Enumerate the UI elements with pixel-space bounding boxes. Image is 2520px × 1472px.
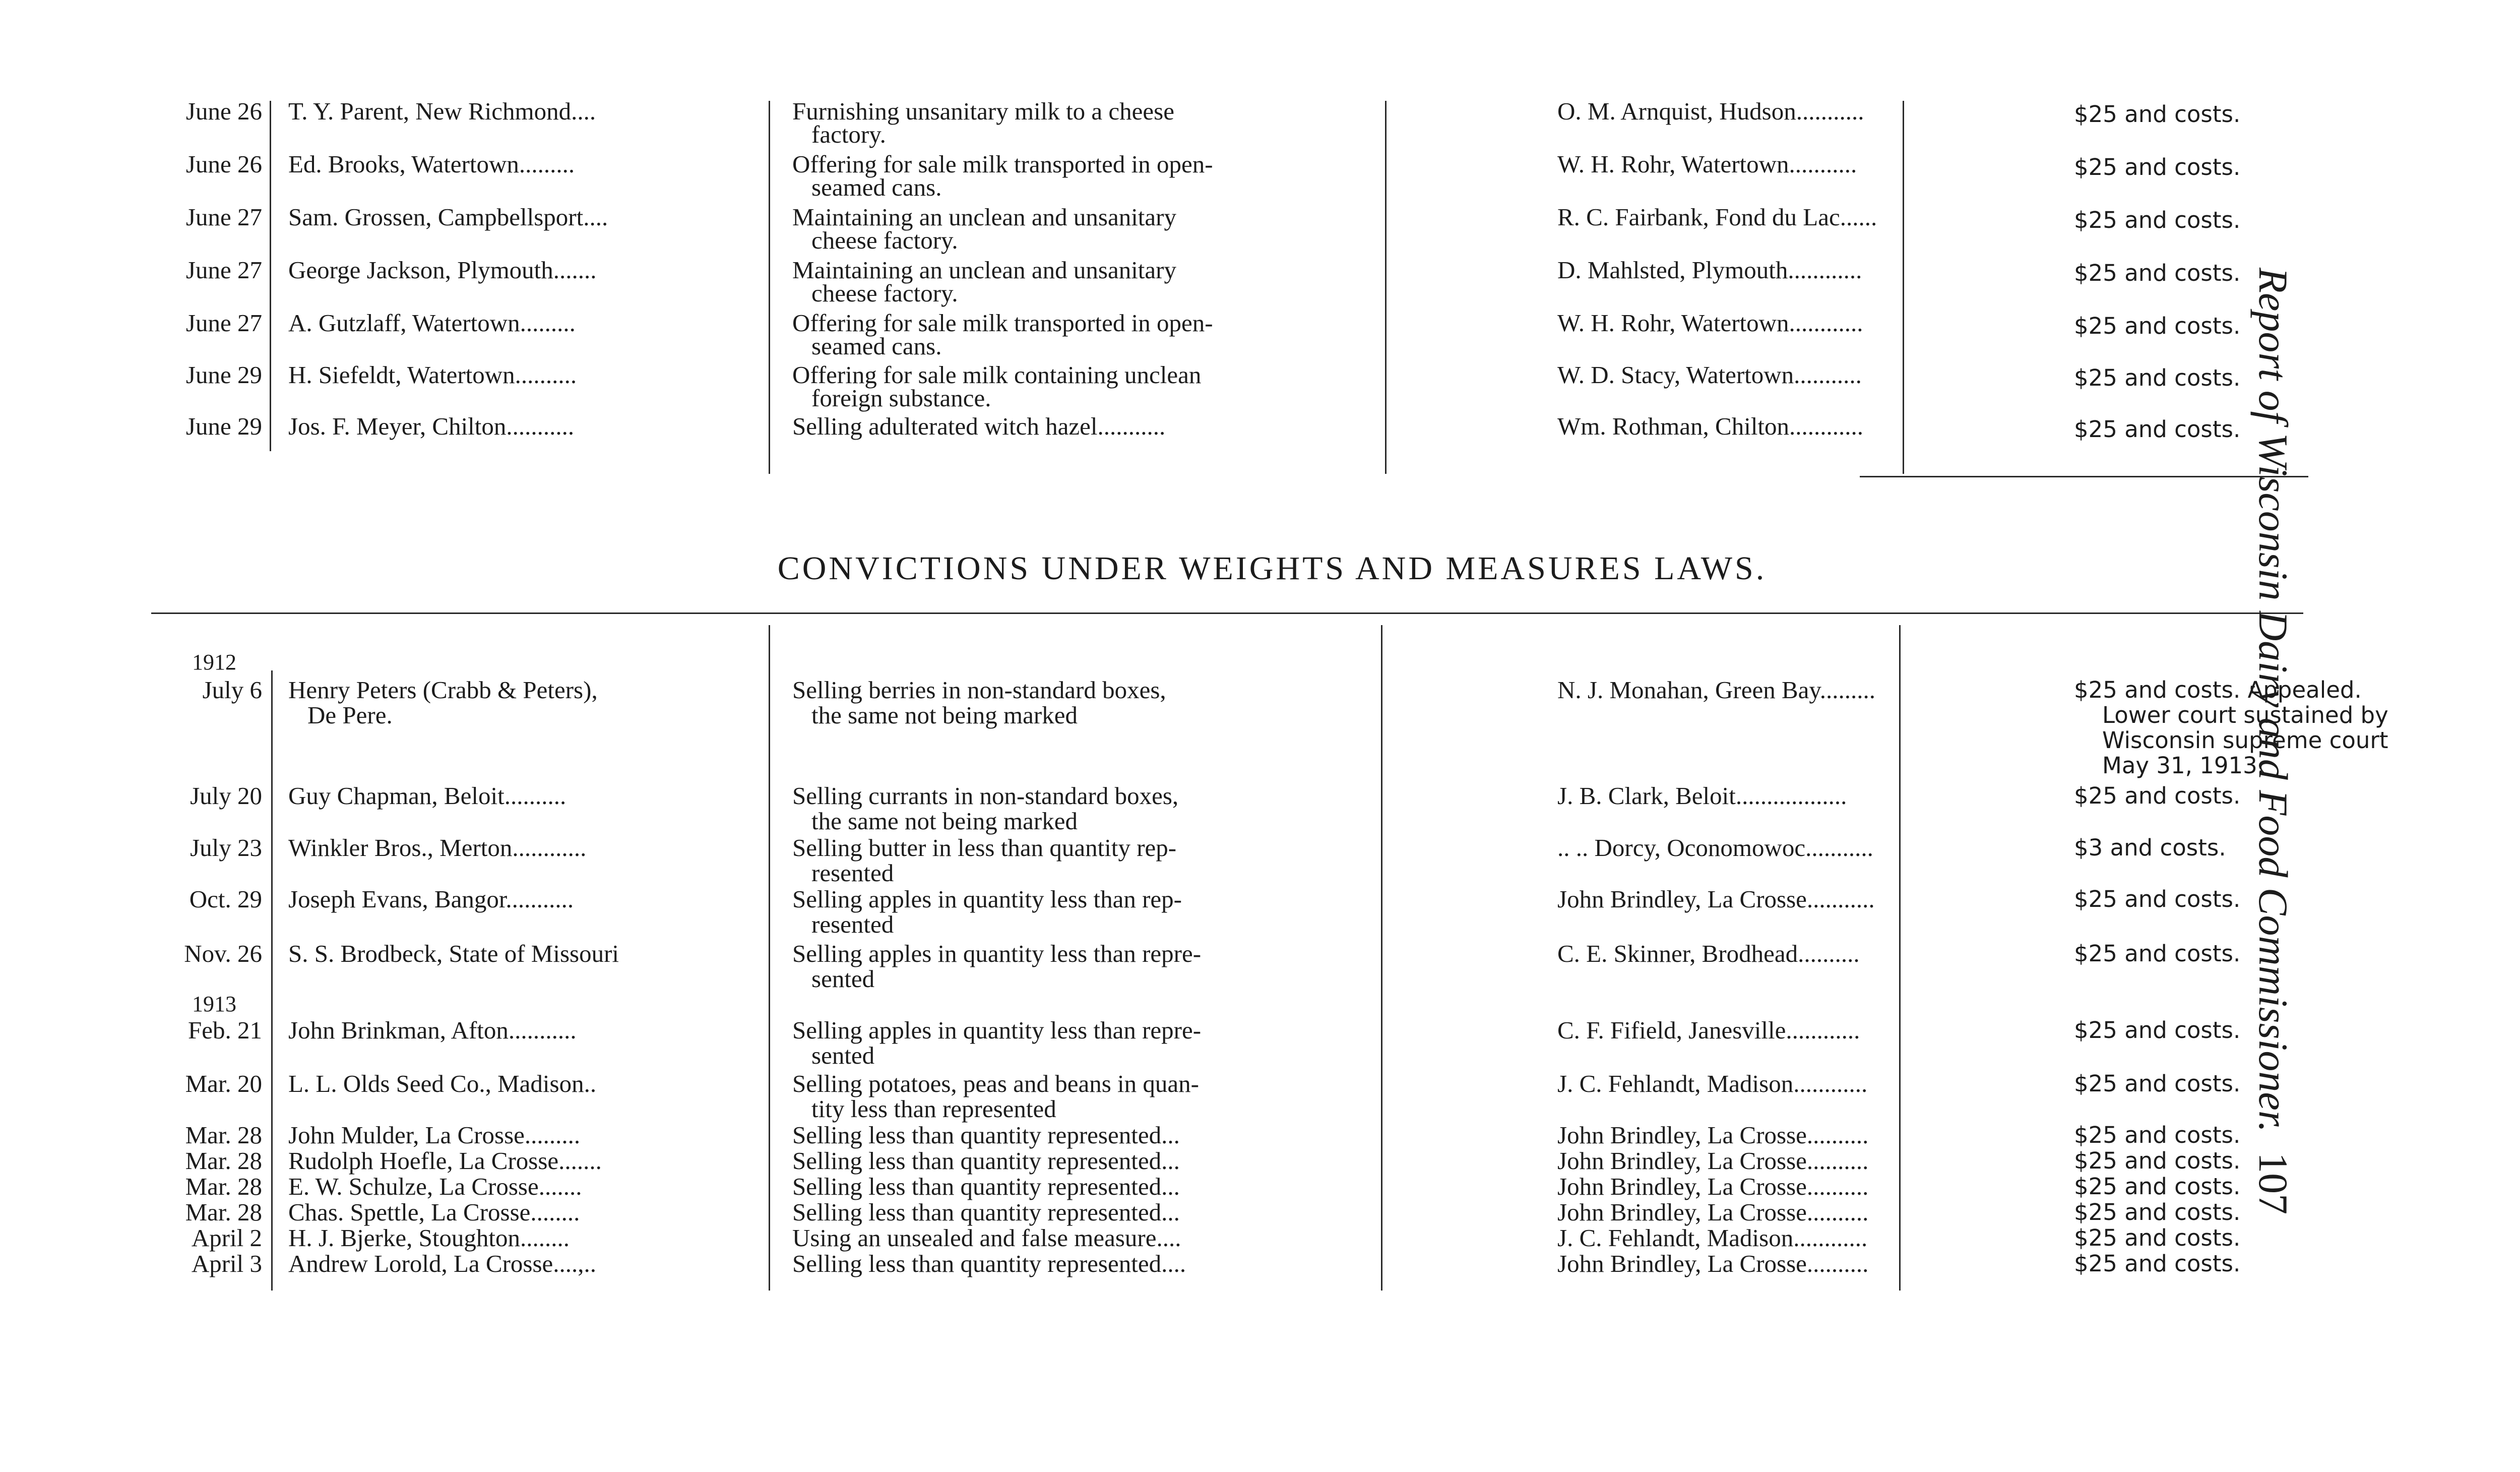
fine-cell: $25 and costs.: [2074, 416, 2241, 443]
date-cell: Mar. 28: [185, 1198, 262, 1226]
offense-cell: tity less than represented: [811, 1095, 1056, 1123]
complainant-cell: John Brindley, La Crosse..........: [1557, 1147, 1869, 1175]
defendant-cell: E. W. Schulze, La Crosse.......: [288, 1173, 582, 1200]
complainant-cell: .. .. Dorcy, Oconomowoc...........: [1557, 834, 1873, 862]
defendant-cell: Guy Chapman, Beloit..........: [288, 782, 566, 810]
defendant-cell: Ed. Brooks, Watertown.........: [288, 150, 575, 178]
offense-cell: seamed cans.: [811, 173, 942, 201]
offense-cell: Selling currants in non-standard boxes,: [792, 782, 1179, 810]
date-cell: June 27: [185, 203, 262, 231]
offense-cell: Maintaining an unclean and unsanitary: [792, 203, 1176, 231]
column-rule: [271, 670, 273, 1291]
defendant-cell: Andrew Lorold, La Crosse....,..: [288, 1250, 597, 1277]
offense-cell: Selling adulterated witch hazel...........: [792, 412, 1166, 440]
fine-cell: $25 and costs.: [2074, 1070, 2241, 1097]
offense-cell: resented: [811, 910, 894, 938]
offense-cell: resented: [811, 859, 894, 887]
column-rule: [270, 101, 271, 451]
date-cell: Nov. 26: [184, 940, 262, 967]
fine-cell: $25 and costs.: [2074, 154, 2241, 180]
fine-cell: Wisconsin supreme court: [2102, 727, 2388, 754]
fine-cell: $25 and costs.: [2074, 782, 2241, 809]
defendant-cell: George Jackson, Plymouth.......: [288, 256, 597, 284]
date-cell: Mar. 28: [185, 1173, 262, 1200]
complainant-cell: J. C. Fehlandt, Madison............: [1557, 1224, 1868, 1252]
defendant-cell: T. Y. Parent, New Richmond....: [288, 97, 596, 125]
year-label: 1912: [192, 650, 236, 674]
offense-cell: Selling less than quantity represented...: [792, 1198, 1180, 1226]
offense-cell: Using an unsealed and false measure....: [792, 1224, 1181, 1252]
fine-cell: $25 and costs.: [2074, 1250, 2241, 1277]
date-cell: April 2: [191, 1224, 262, 1252]
date-cell: June 29: [185, 361, 262, 389]
offense-cell: seamed cans.: [811, 332, 942, 360]
page-number: 107: [2250, 1152, 2296, 1215]
fine-cell: $25 and costs.: [2074, 207, 2241, 233]
column-rule: [769, 625, 770, 1291]
offense-cell: the same not being marked: [811, 807, 1078, 835]
date-cell: July 6: [202, 676, 262, 704]
fine-cell: $25 and costs.: [2074, 1122, 2241, 1148]
date-cell: Oct. 29: [189, 885, 262, 913]
offense-cell: Selling apples in quantity less than repre-: [792, 940, 1202, 967]
date-cell: June 27: [185, 256, 262, 284]
date-cell: June 26: [185, 97, 262, 125]
defendant-cell: Henry Peters (Crabb & Peters),: [288, 676, 598, 704]
offense-cell: Selling less than quantity represented...: [792, 1121, 1180, 1149]
complainant-cell: John Brindley, La Crosse...........: [1557, 885, 1875, 913]
offense-cell: factory.: [811, 120, 886, 148]
fine-cell: $25 and costs.: [2074, 1017, 2241, 1044]
defendant-cell: Joseph Evans, Bangor...........: [288, 885, 574, 913]
defendant-cell: Sam. Grossen, Campbellsport....: [288, 203, 608, 231]
fine-cell: $25 and costs.: [2074, 940, 2241, 967]
offense-cell: sented: [811, 965, 875, 993]
complainant-cell: O. M. Arnquist, Hudson...........: [1557, 97, 1864, 125]
fine-cell: $25 and costs.: [2074, 1173, 2241, 1200]
complainant-cell: C. F. Fifield, Janesville............: [1557, 1016, 1860, 1044]
fine-cell: $25 and costs.: [2074, 1224, 2241, 1251]
section-rule: [151, 612, 2303, 614]
complainant-cell: John Brindley, La Crosse..........: [1557, 1121, 1869, 1149]
column-rule: [1899, 625, 1901, 1291]
defendant-cell: Winkler Bros., Merton............: [288, 834, 587, 862]
column-rule: [1903, 101, 1904, 474]
section-title: CONVICTIONS UNDER WEIGHTS AND MEASURES LAWS.: [777, 550, 1767, 587]
defendant-cell: Jos. F. Meyer, Chilton...........: [288, 412, 575, 440]
offense-cell: Selling butter in less than quantity rep-: [792, 834, 1177, 862]
complainant-cell: W. H. Rohr, Watertown...........: [1557, 150, 1857, 178]
offense-cell: Offering for sale milk transported in open-: [792, 150, 1213, 178]
offense-cell: Selling less than quantity represented....: [792, 1250, 1186, 1277]
column-rule: [1381, 625, 1382, 1291]
year-label: 1913: [192, 992, 236, 1016]
defendant-cell: L. L. Olds Seed Co., Madison..: [288, 1070, 597, 1097]
date-cell: Mar. 28: [185, 1121, 262, 1149]
offense-cell: Selling berries in non-standard boxes,: [792, 676, 1166, 704]
offense-cell: Selling less than quantity represented...: [792, 1147, 1180, 1175]
defendant-cell: H. J. Bjerke, Stoughton........: [288, 1224, 570, 1252]
offense-cell: sented: [811, 1041, 875, 1069]
date-cell: July 23: [190, 834, 262, 862]
running-head: [2238, 136, 2308, 1346]
complainant-cell: W. H. Rohr, Watertown............: [1557, 309, 1863, 337]
offense-cell: cheese factory.: [811, 279, 958, 307]
defendant-cell: H. Siefeldt, Watertown..........: [288, 361, 577, 389]
defendant-cell: John Brinkman, Afton...........: [288, 1016, 577, 1044]
defendant-cell: John Mulder, La Crosse.........: [288, 1121, 581, 1149]
offense-cell: Offering for sale milk transported in open-: [792, 309, 1213, 337]
date-cell: Feb. 21: [188, 1016, 262, 1044]
complainant-cell: J. C. Fehlandt, Madison............: [1557, 1070, 1868, 1097]
running-head-title: Report of Wisconsin Dairy and Food Commissioner.: [2250, 267, 2296, 1133]
defendant-cell: De Pere.: [307, 701, 393, 729]
fine-cell: $25 and costs.: [2074, 260, 2241, 286]
offense-cell: Furnishing unsanitary milk to a cheese: [792, 97, 1174, 125]
offense-cell: Selling less than quantity represented...: [792, 1173, 1180, 1200]
date-cell: June 26: [185, 150, 262, 178]
date-cell: July 20: [190, 782, 262, 810]
complainant-cell: D. Mahlsted, Plymouth............: [1557, 256, 1862, 284]
fine-cell: $25 and costs. Appealed.: [2074, 677, 2362, 703]
offense-cell: Maintaining an unclean and unsanitary: [792, 256, 1176, 284]
date-cell: Mar. 20: [185, 1070, 262, 1097]
offense-cell: Selling apples in quantity less than repre-: [792, 1016, 1202, 1044]
fine-cell: $25 and costs.: [2074, 1147, 2241, 1174]
defendant-cell: A. Gutzlaff, Watertown.........: [288, 309, 576, 337]
offense-cell: foreign substance.: [811, 384, 991, 412]
complainant-cell: N. J. Monahan, Green Bay.........: [1557, 676, 1875, 704]
complainant-cell: Wm. Rothman, Chilton............: [1557, 412, 1864, 440]
fine-cell: $3 and costs.: [2074, 834, 2226, 861]
complainant-cell: J. B. Clark, Beloit..................: [1557, 782, 1847, 810]
defendant-cell: Chas. Spettle, La Crosse........: [288, 1198, 580, 1226]
offense-cell: Selling potatoes, peas and beans in quan-: [792, 1070, 1199, 1097]
fine-cell: $25 and costs.: [2074, 886, 2241, 912]
offense-cell: Selling apples in quantity less than rep-: [792, 885, 1182, 913]
fine-cell: $25 and costs.: [2074, 101, 2241, 128]
date-cell: June 29: [185, 412, 262, 440]
complainant-cell: W. D. Stacy, Watertown...........: [1557, 361, 1862, 389]
defendant-cell: S. S. Brodbeck, State of Missouri: [288, 940, 619, 967]
fine-cell: May 31, 1913.: [2102, 752, 2265, 779]
complainant-cell: John Brindley, La Crosse..........: [1557, 1173, 1869, 1200]
complainant-cell: John Brindley, La Crosse..........: [1557, 1198, 1869, 1226]
defendant-cell: Rudolph Hoefle, La Crosse.......: [288, 1147, 602, 1175]
complainant-cell: R. C. Fairbank, Fond du Lac......: [1557, 203, 1877, 231]
column-rule: [1385, 101, 1387, 474]
offense-cell: cheese factory.: [811, 226, 958, 254]
date-cell: Mar. 28: [185, 1147, 262, 1175]
fine-cell: $25 and costs.: [2074, 1199, 2241, 1225]
fine-cell: $25 and costs.: [2074, 313, 2241, 339]
offense-cell: Offering for sale milk containing unclean: [792, 361, 1202, 389]
complainant-cell: John Brindley, La Crosse..........: [1557, 1250, 1869, 1277]
offense-cell: the same not being marked: [811, 701, 1078, 729]
date-cell: June 27: [185, 309, 262, 337]
date-cell: April 3: [191, 1250, 262, 1277]
column-rule: [769, 101, 770, 474]
fine-cell: $25 and costs.: [2074, 364, 2241, 391]
fine-cell: Lower court sustained by: [2102, 702, 2388, 728]
complainant-cell: C. E. Skinner, Brodhead..........: [1557, 940, 1860, 967]
